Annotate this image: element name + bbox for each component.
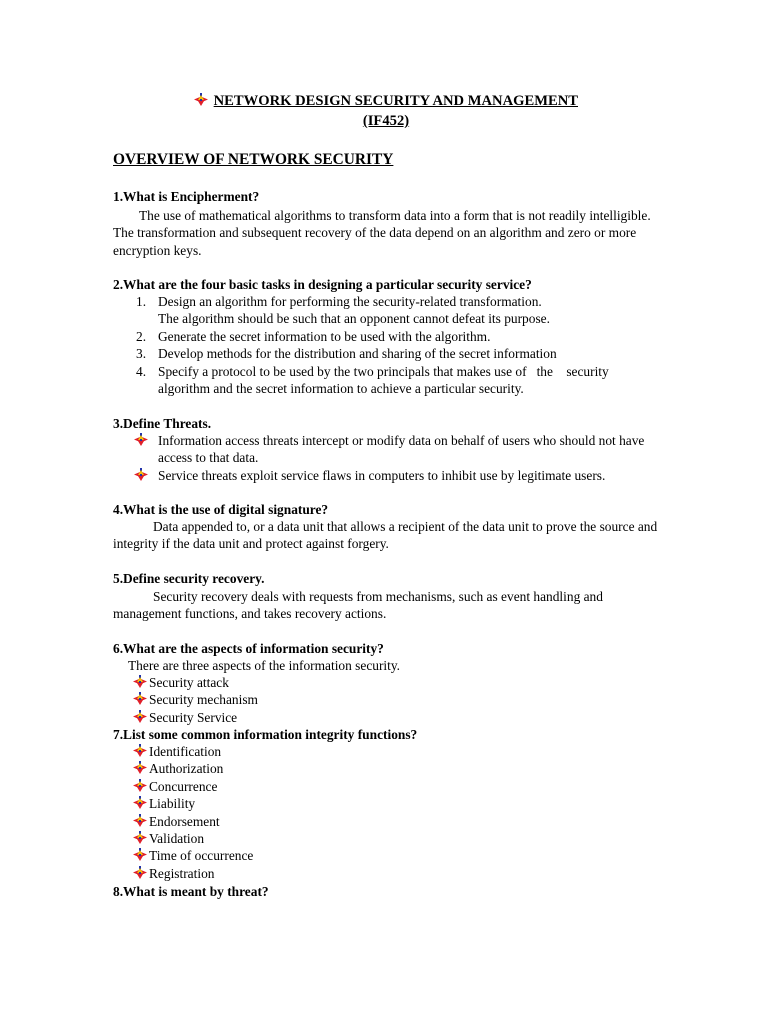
four-way-arrow-bullet-icon [134,468,148,481]
list-item: Liability [133,795,253,812]
question-5: 5.Define security recovery. [113,571,265,586]
list-item: Security Service [133,709,258,726]
answer-4: Data appended to, or a data unit that allows a recipient of the data unit to prove the source and integrity if the data unit and protect against forgery. [113,519,658,552]
threats-list [113,432,658,484]
four-way-arrow-bullet-icon [133,796,147,809]
question-6: 6.What are the aspects of information security? [113,641,384,656]
list-item: Endorsement [133,813,253,830]
document-title [113,91,659,131]
four-way-arrow-bullet-icon [133,779,147,792]
list-item: Authorization [133,760,253,777]
question-7: 7.List some common information integrity functions? [113,727,418,742]
list-item: Security mechanism [133,691,258,708]
list-item: Validation [133,830,253,847]
list-item: Concurrence [133,778,253,795]
title-line-2: (IF452) [362,113,410,129]
four-way-arrow-bullet-icon [133,814,147,827]
four-way-arrow-bullet-icon [133,866,147,879]
list-item: Registration [133,865,253,882]
four-way-arrow-bullet-icon [133,831,147,844]
list-item: 1. Design an algorithm for performing the security-related transformation. The algorithm should be such that an opponent cannot defeat its purpose. [136,294,550,327]
section-heading: OVERVIEW OF NETWORK SECURITY [113,151,394,168]
list-item: Service threats exploit service flaws in computers to inhibit use by legitimate users. [113,467,658,484]
list-item: 3. Develop methods for the distribution and sharing of the secret information [136,346,557,362]
four-way-arrow-bullet-icon [133,761,147,774]
four-way-arrow-bullet-icon [133,692,147,705]
four-way-arrow-bullet-icon [133,675,147,688]
list-item: Identification [133,743,253,760]
title-line-1: NETWORK DESIGN SECURITY AND MANAGEMENT [213,93,578,109]
question-4: 4.What is the use of digital signature? [113,502,329,517]
list-item: Security attack [133,674,258,691]
four-way-arrow-bullet-icon [134,433,148,446]
question-8: 8.What is meant by threat? [113,884,269,899]
four-way-arrow-bullet-icon [133,710,147,723]
list-item: Information access threats intercept or modify data on behalf of users who should not have access to that data. [113,432,658,467]
answer-1: The use of mathematical algorithms to transform data into a form that is not readily intelligible. The transformation and subsequent recovery of the data depend on an algorithm and zero or more encryption keys. [113,208,651,258]
question-2: 2.What are the four basic tasks in designing a particular security service? [113,277,532,292]
four-way-arrow-bullet-icon [194,93,208,106]
four-way-arrow-bullet-icon [133,848,147,861]
tasks-list [113,293,658,397]
aspects-list [133,674,258,726]
question-3: 3.Define Threats. [113,416,212,431]
aspects-intro: There are three aspects of the information security. [128,658,401,673]
integrity-functions-list [133,743,253,882]
list-item: 2. Generate the secret information to be used with the algorithm. [136,328,491,344]
question-1: 1.What is Encipherment? [113,189,260,204]
answer-5: Security recovery deals with requests from mechanisms, such as event handling and management functions, and takes recovery actions. [113,589,603,622]
list-item: Time of occurrence [133,847,253,864]
list-item: 4. Specify a protocol to be used by the two principals that makes use of the security algorithm and the secret information to achieve a particular security. [136,363,609,397]
four-way-arrow-bullet-icon [133,744,147,757]
